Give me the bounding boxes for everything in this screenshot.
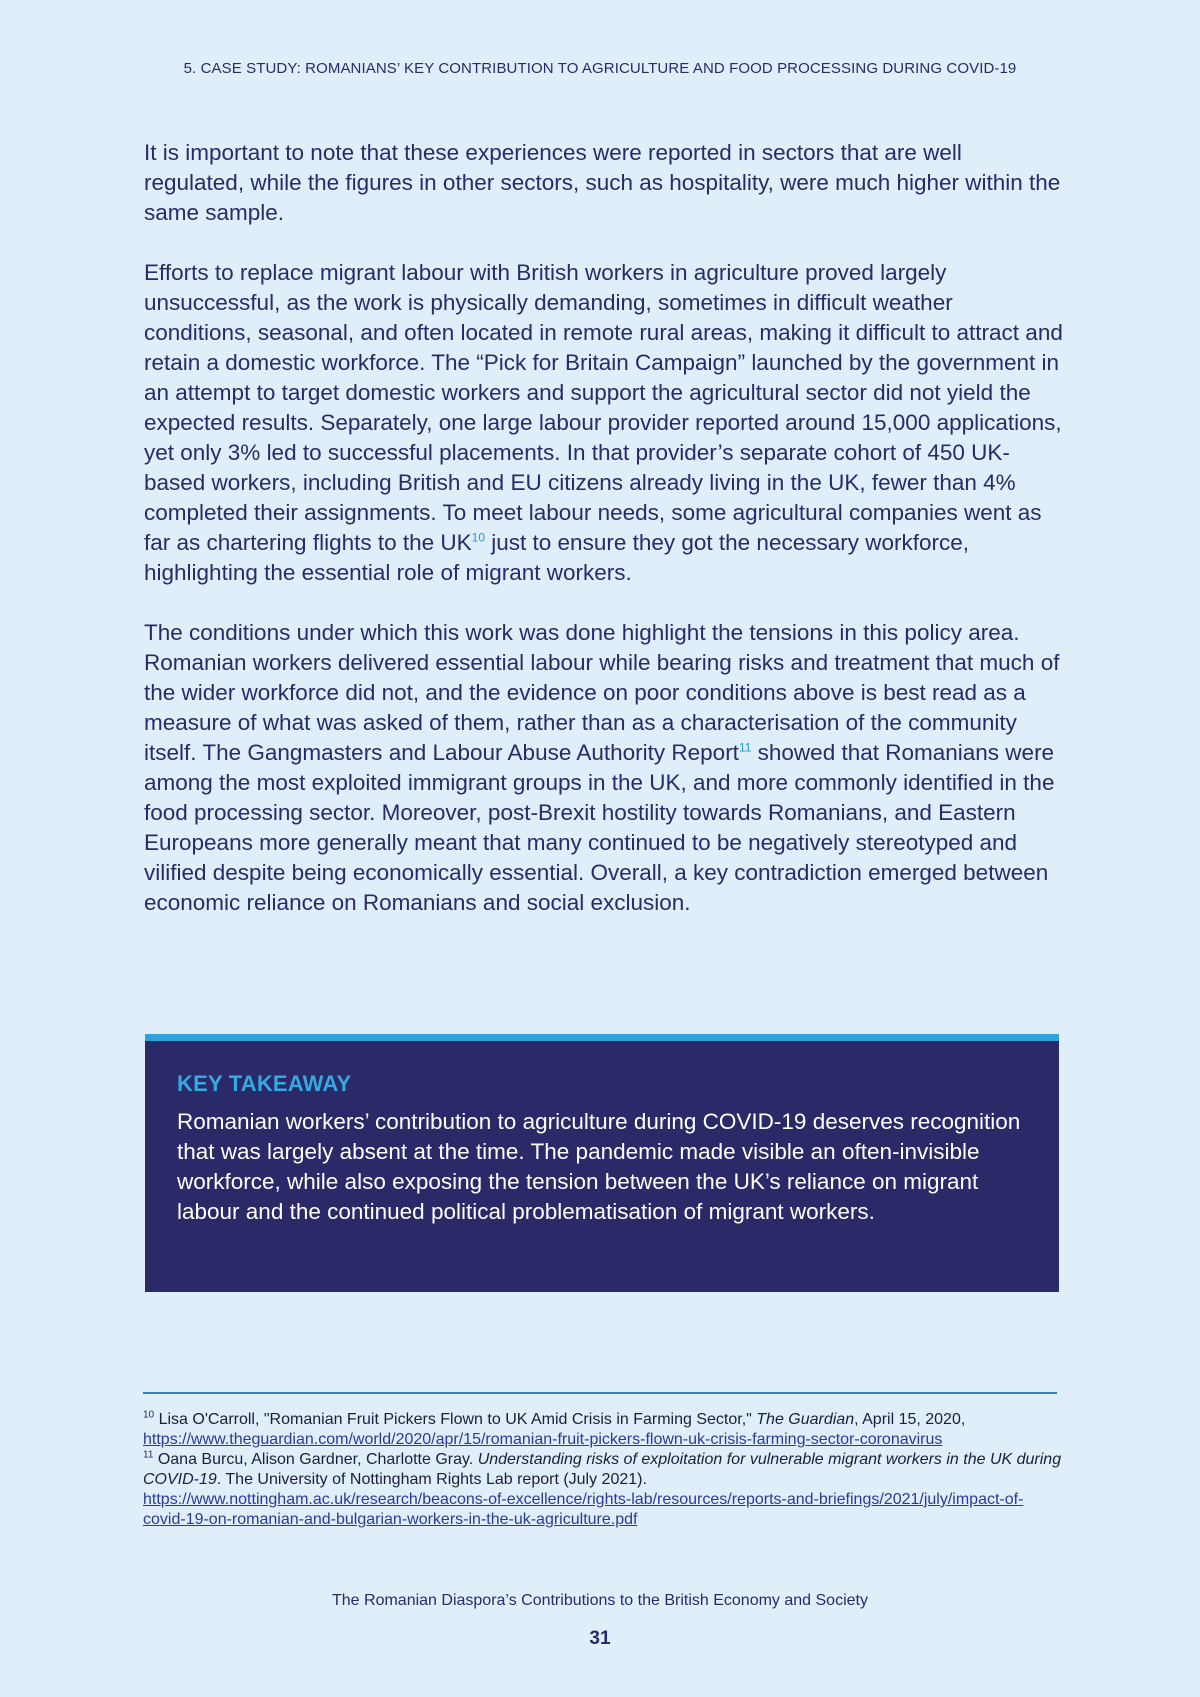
- footnote-11: [143, 1450, 1063, 1530]
- footnote-11-publisher: . The University of Nottingham Rights Lab report (July 2021).: [216, 1471, 647, 1488]
- main-content: [144, 138, 1064, 948]
- footnotes: [143, 1410, 1063, 1530]
- paragraph-1: It is important to note that these experiences were reported in sectors that are well regulated, while the figures in other sectors, such as hospitality, were much higher within the same sample.: [144, 140, 1061, 225]
- page-number: 31: [589, 1628, 611, 1649]
- footnote-10-source: The Guardian: [756, 1411, 855, 1428]
- footnote-10: [143, 1410, 1063, 1450]
- footnote-10-text-a: Lisa O'Carroll, "Romanian Fruit Pickers Flown to UK Amid Crisis in Farming Sector,": [154, 1411, 757, 1428]
- footnote-11-link[interactable]: https://www.nottingham.ac.uk/research/beacons-of-excellence/rights-lab/resources/reports-and-briefings/2021/july/impact-of-covid-19-on-romanian-and-bulgarian-workers-in-the-uk-agriculture.pdf: [143, 1491, 1024, 1528]
- footnote-10-number: 10: [143, 1409, 155, 1421]
- footnote-11-number: 11: [143, 1449, 154, 1461]
- footnote-11-authors: Oana Burcu, Alison Gardner, Charlotte Gray.: [153, 1451, 478, 1468]
- footnote-divider: [143, 1392, 1057, 1394]
- key-takeaway-text: Romanian workers’ contribution to agriculture during COVID-19 deserves recognition that was largely absent at the time. The pandemic made visible an often-invisible workforce, while also exposing the tension between the UK’s reliance on migrant labour and the continued political problematisation of migrant workers.: [177, 1109, 1021, 1224]
- paragraph-2: [144, 258, 1064, 588]
- footnote-11-title: Understanding risks of exploitation for vulnerable migrant workers in the UK during COVID-19: [143, 1451, 1062, 1488]
- footnote-10-link[interactable]: https://www.theguardian.com/world/2020/apr/15/romanian-fruit-pickers-flown-uk-crisis-farming-sector-coronavirus: [143, 1431, 943, 1448]
- paragraph-2-text-a: Efforts to replace migrant labour with British workers in agriculture proved largely unsuccessful, as the work is physically demanding, sometimes in difficult weather conditions, seasonal, and often located in remote rural areas, making it difficult to attract and retain a domestic workforce. The “Pick for Britain Campaign” launched by the government in an attempt to target domestic workers and support the agricultural sector did not yield the expected results. Separately, one large labour provider reported around 15,000 applications, yet only 3% led to successful placements. In that provider’s separate cohort of 450 UK-based workers, including British and EU citizens already living in the UK, fewer than 4% completed their assignments. To meet labour needs, some agricultural companies went as far as chartering flights to the UK: [144, 260, 1063, 555]
- paragraph-2-text-b: just to ensure they got the necessary workforce, highlighting the essential role of migrant workers.: [144, 530, 970, 585]
- key-takeaway-title: KEY TAKEAWAY: [177, 1071, 352, 1096]
- footnote-ref-10[interactable]: 10: [471, 530, 486, 545]
- paragraph-3: [144, 618, 1064, 918]
- footnote-10-text-b: , April 15, 2020,: [854, 1411, 966, 1428]
- footnote-ref-11[interactable]: 11: [738, 740, 752, 755]
- footer-title: The Romanian Diaspora’s Contributions to the British Economy and Society: [332, 1592, 868, 1609]
- running-header: 5. CASE STUDY: ROMANIANS’ KEY CONTRIBUTION TO AGRICULTURE AND FOOD PROCESSING DURING COVID-19: [183, 60, 1017, 77]
- key-takeaway-box: [145, 1034, 1059, 1292]
- paragraph-3-text-b: showed that Romanians were among the most exploited immigrant groups in the UK, and more commonly identified in the food processing sector. Moreover, post-Brexit hostility towards Romanians, and Eastern Europeans more generally meant that many continued to be negatively stereotyped and vilified despite being economically essential. Overall, a key contradiction emerged between economic reliance on Romanians and social exclusion.: [144, 740, 1055, 915]
- paragraph-3-text-a: The conditions under which this work was done highlight the tensions in this policy area. Romanian workers delivered essential labour while bearing risks and treatment that much of the wider workforce did not, and the evidence on poor conditions above is best read as a measure of what was asked of them, rather than as a characterisation of the community itself. The Gangmasters and Labour Abuse Authority Report: [144, 620, 1060, 765]
